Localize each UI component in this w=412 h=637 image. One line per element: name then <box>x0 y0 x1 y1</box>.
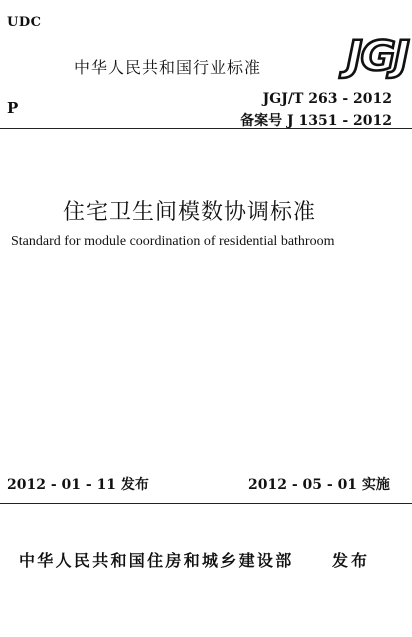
udc-label: UDC <box>7 15 42 30</box>
document-title: 住宅卫生间模数协调标准 <box>63 200 317 225</box>
publish-label: 发布 <box>332 551 371 570</box>
classification-label: P <box>7 99 19 117</box>
standard-number: JGJ/T 263 - 2012 <box>262 91 392 107</box>
top-divider <box>0 128 412 129</box>
standard-series: 中华人民共和国行业标准 <box>74 58 262 77</box>
jgj-logo: JGJ <box>346 32 408 80</box>
issue-date: 2012 - 01 - 11 发布 <box>7 477 149 493</box>
document-subtitle-en: Standard for module coordination of residential bathroom <box>11 234 335 249</box>
implementation-date: 2012 - 05 - 01 实施 <box>248 477 390 493</box>
filing-number: 备案号 J 1351 - 2012 <box>240 113 392 129</box>
bottom-divider <box>0 503 412 504</box>
publisher: 中华人民共和国住房和城乡建设部 <box>19 551 294 570</box>
